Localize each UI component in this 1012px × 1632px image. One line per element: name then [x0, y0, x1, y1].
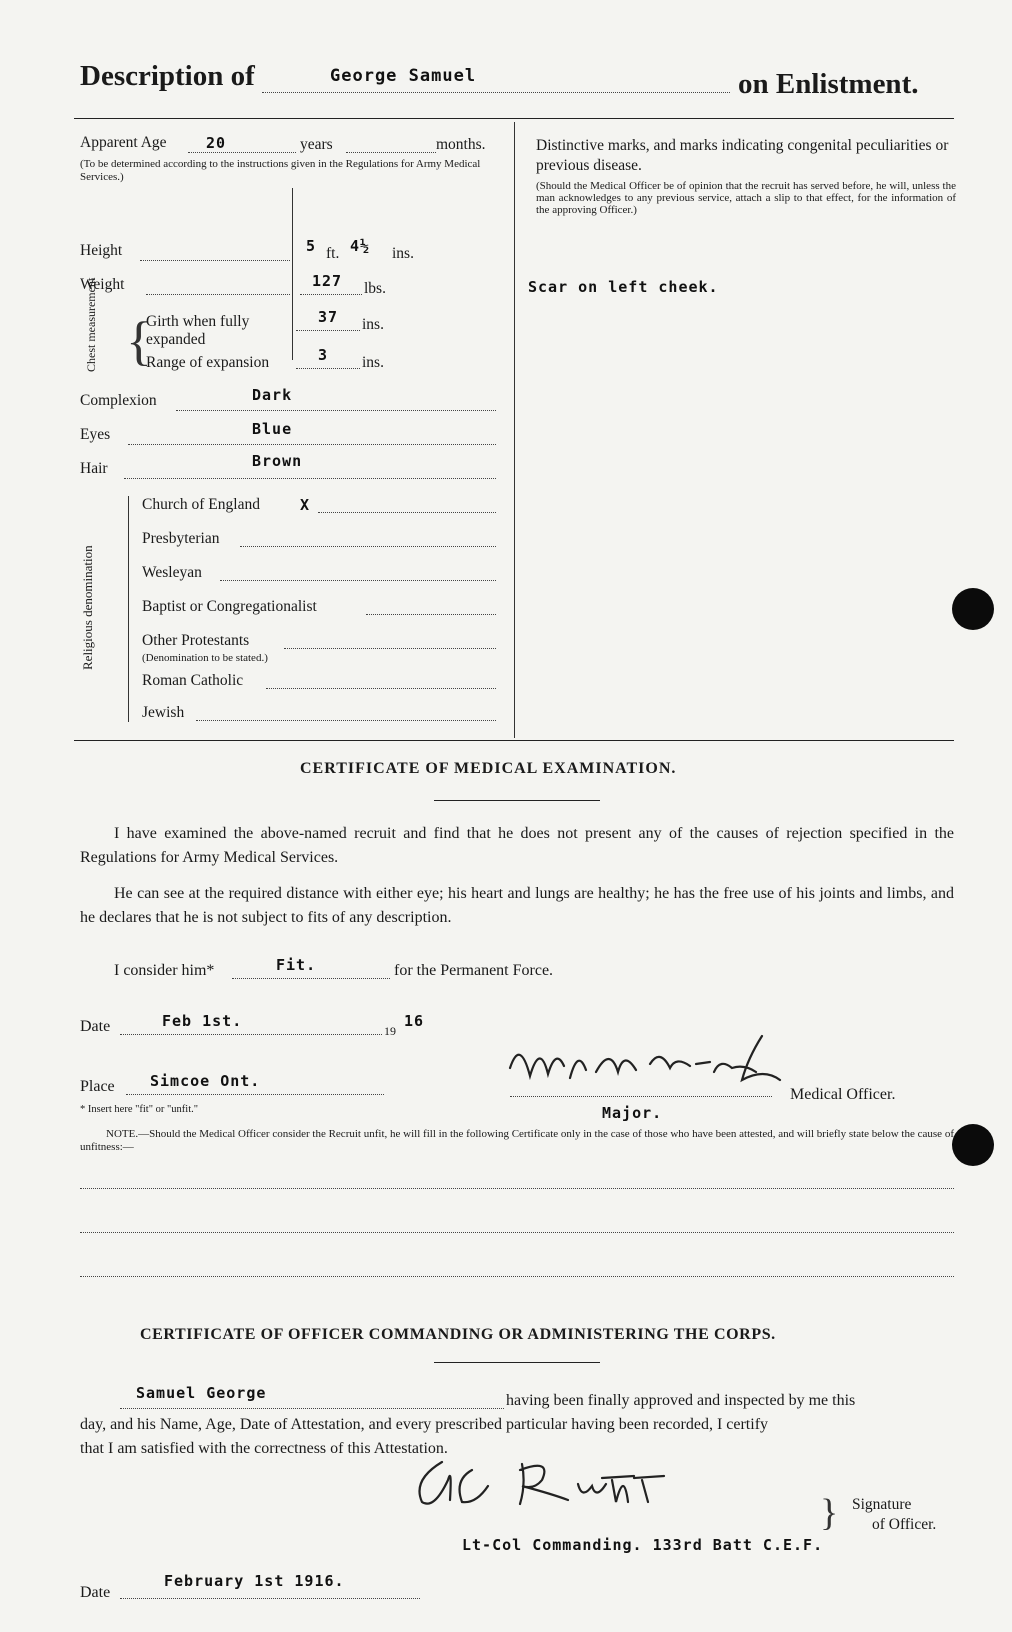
- place-label: Place: [80, 1078, 115, 1095]
- binder-hole-2: [952, 1124, 994, 1166]
- marks-title: Distinctive marks, and marks indicating congenital peculiarities or previous disease.: [536, 137, 949, 174]
- complexion-label: Complexion: [80, 392, 157, 409]
- commanding-para-line-2: day, and his Name, Age, Date of Attestation, and every prescribed particular having been recorded, I certify: [80, 1416, 769, 1433]
- column-divider: [514, 122, 515, 738]
- medical-date-line: [120, 1034, 382, 1035]
- age-note: (To be determined according to the instructions given in the Regulations for Army Medical Services.): [80, 158, 481, 183]
- girth-label: Girth when fully expanded: [146, 313, 250, 348]
- months-line: [346, 152, 436, 153]
- header-rule: [74, 118, 954, 119]
- unfit-line-2: [80, 1232, 954, 1233]
- years-label: years: [300, 136, 333, 153]
- catholic-line: [266, 688, 496, 689]
- girth-line: [296, 330, 360, 331]
- religion-baptist: Baptist or Congregationalist: [142, 598, 317, 615]
- commanding-date-value: February 1st 1916.: [164, 1572, 345, 1590]
- binder-hole-1: [952, 588, 994, 630]
- commanding-para-line-3: that I am satisfied with the correctness of this Attestation.: [80, 1440, 448, 1457]
- commanding-officer-rank: Lt-Col Commanding. 133rd Batt C.E.F.: [462, 1536, 824, 1554]
- eyes-label: Eyes: [80, 426, 111, 443]
- religion-bracket: [128, 496, 129, 722]
- girth-ins-label: ins.: [362, 316, 384, 333]
- consider-line: [232, 978, 390, 979]
- header-title-left: Description of: [80, 60, 255, 92]
- unfit-line-3: [80, 1276, 954, 1277]
- commanding-date-label: Date: [80, 1584, 111, 1601]
- medical-title-rule: [434, 800, 600, 801]
- permanent-force-label: for the Permanent Force.: [394, 962, 554, 979]
- medical-officer-signature: [500, 1028, 800, 1098]
- religion-jewish: Jewish: [142, 704, 185, 721]
- expansion-value: 3: [318, 346, 329, 364]
- signature-brace: }: [820, 1492, 839, 1534]
- weight-label: Weight: [80, 276, 125, 293]
- medical-date-label: Date: [80, 1018, 111, 1035]
- unfit-line-1: [80, 1188, 954, 1189]
- year-prefix: 19: [384, 1024, 396, 1038]
- church-line: [318, 512, 496, 513]
- recruit-name: George Samuel: [330, 66, 477, 86]
- other-protestants-line: [284, 648, 496, 649]
- section-rule-1: [74, 740, 954, 741]
- ft-label: ft.: [326, 245, 340, 262]
- height-line: [140, 260, 290, 261]
- church-mark: X: [300, 496, 311, 514]
- hair-value: Brown: [252, 452, 303, 470]
- commanding-title: CERTIFICATE OF OFFICER COMMANDING OR ADMINISTERING THE CORPS.: [140, 1326, 776, 1343]
- medical-title: CERTIFICATE OF MEDICAL EXAMINATION.: [300, 760, 677, 777]
- medical-date-value: Feb 1st.: [162, 1012, 243, 1030]
- presbyterian-line: [240, 546, 496, 547]
- lbs-label: lbs.: [364, 280, 386, 297]
- marks-value: Scar on left cheek.: [528, 278, 719, 296]
- religion-label: Religious denomination: [80, 545, 95, 670]
- commanding-para-line-1: having been finally approved and inspected by me this: [506, 1392, 856, 1409]
- weight-value: 127: [312, 272, 343, 290]
- complexion-value: Dark: [252, 386, 293, 404]
- expansion-ins-label: ins.: [362, 354, 384, 371]
- header-name-line: [262, 92, 730, 93]
- wesleyan-line: [220, 580, 496, 581]
- commanding-date-line: [120, 1598, 420, 1599]
- signature-label-1: Signature: [852, 1496, 912, 1513]
- hair-label: Hair: [80, 460, 108, 477]
- marks-note: (Should the Medical Officer be of opinion that the recruit has served before, he will, unless the man acknowledges to any previous service, attach a slip to that effect, for the information of the approving Officer.): [536, 180, 956, 216]
- age-line: [188, 152, 296, 153]
- commanding-officer-signature: [402, 1440, 732, 1520]
- baptist-line: [366, 614, 496, 615]
- header-title-right: on Enlistment.: [738, 68, 919, 100]
- months-label: months.: [436, 136, 486, 153]
- medical-officer-label: Medical Officer.: [790, 1086, 896, 1103]
- religion-presbyterian: Presbyterian: [142, 530, 220, 547]
- expansion-line: [296, 368, 360, 369]
- age-label: Apparent Age: [80, 134, 167, 151]
- weight-line: [146, 294, 290, 295]
- hair-line: [124, 478, 496, 479]
- age-value: 20: [206, 134, 227, 152]
- weight-line-2: [300, 294, 362, 295]
- jewish-line: [196, 720, 496, 721]
- signature-label-2: of Officer.: [872, 1516, 937, 1533]
- place-line: [126, 1094, 384, 1095]
- insert-note: * Insert here "fit" or "unfit.": [80, 1104, 199, 1115]
- height-ft-value: 5: [306, 237, 317, 255]
- eyes-value: Blue: [252, 420, 293, 438]
- religion-church-of-england: Church of England: [142, 496, 260, 513]
- consider-label: I consider him*: [114, 962, 215, 979]
- complexion-line: [176, 410, 496, 411]
- commanding-name-line: [120, 1408, 504, 1409]
- medical-para-1: I have examined the above-named recruit and find that he does not present any of the causes of rejection specified in the Regulations for Army Medical Services.: [80, 825, 954, 866]
- medical-officer-rank: Major.: [602, 1104, 663, 1122]
- religion-wesleyan: Wesleyan: [142, 564, 202, 581]
- religion-roman-catholic: Roman Catholic: [142, 672, 244, 689]
- medical-year-value: 16: [404, 1012, 425, 1030]
- consider-value: Fit.: [276, 956, 317, 974]
- religion-other-protestants: Other Protestants: [142, 632, 250, 649]
- unfit-note: NOTE.—Should the Medical Officer consider the Recruit unfit, he will fill in the following Certificate only in the case of those who have been attested, and will briefly state below the cause of unfitness:—: [80, 1128, 954, 1153]
- medical-para-2: He can see at the required distance with either eye; his heart and lungs are healthy; he has the free use of his joints and limbs, and he declares that he is not subject to fits of any description.: [80, 885, 954, 926]
- height-in-value: 4½: [350, 237, 371, 255]
- place-value: Simcoe Ont.: [150, 1072, 261, 1090]
- commanding-recruit-name: Samuel George: [136, 1384, 267, 1402]
- denomination-note: (Denomination to be stated.): [142, 652, 268, 664]
- girth-value: 37: [318, 308, 339, 326]
- chest-brace: {: [126, 311, 152, 371]
- expansion-label: Range of expansion: [146, 354, 270, 371]
- chest-label: Chest measurement: [84, 277, 98, 372]
- commanding-title-rule: [434, 1362, 600, 1363]
- medical-officer-line: [510, 1096, 772, 1097]
- left-inner-divider: [292, 188, 293, 360]
- eyes-line: [128, 444, 496, 445]
- ins-label: ins.: [392, 245, 414, 262]
- height-label: Height: [80, 242, 123, 259]
